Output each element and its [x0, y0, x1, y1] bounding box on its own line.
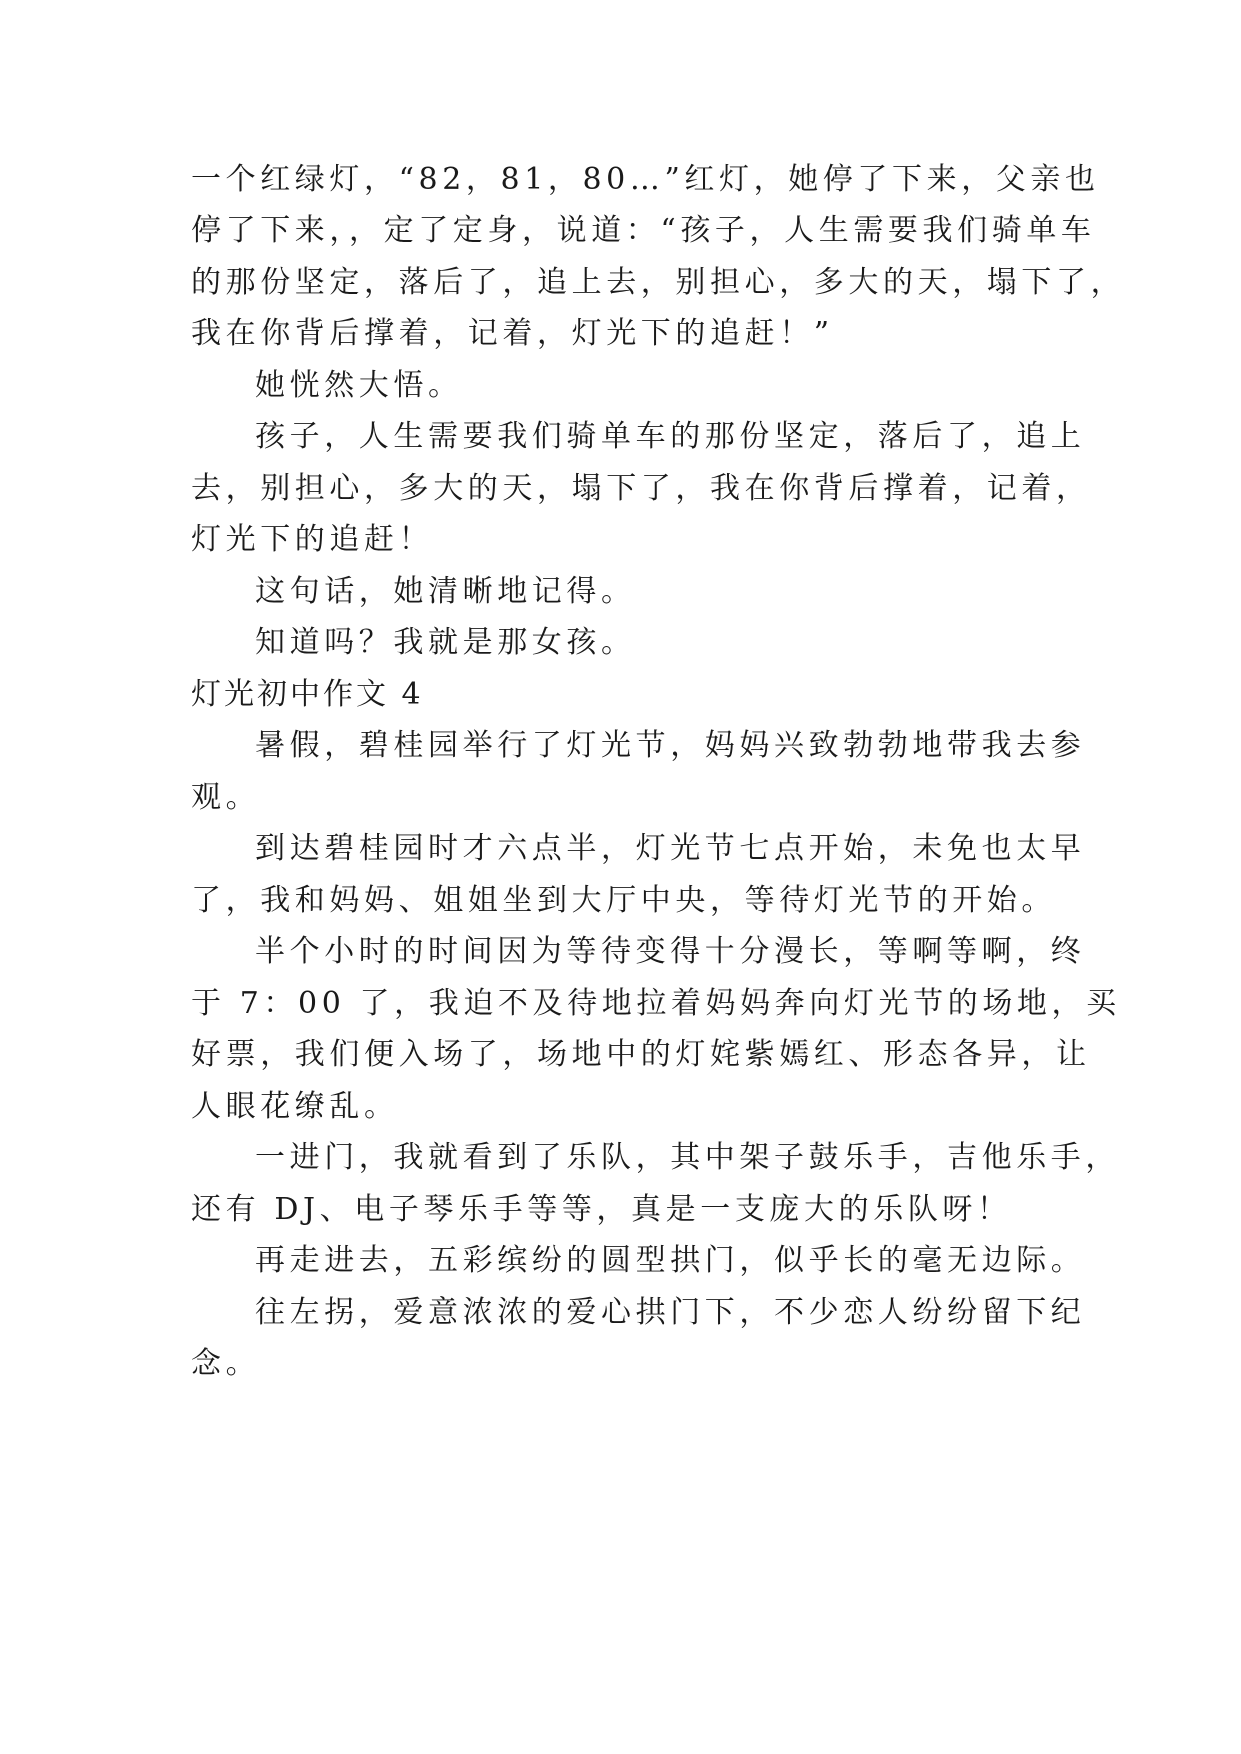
text-line: 一进门，我就看到了乐队，其中架子鼓乐手，吉他乐手，: [255, 1140, 1120, 1175]
text-line: 到达碧桂园时才六点半，灯光节七点开始，未免也太早: [255, 831, 1086, 866]
text-line: 念。: [191, 1346, 261, 1381]
text-line: 灯光下的追赶！: [191, 522, 434, 557]
text-line: 去，别担心，多大的天，塌下了，我在你背后撑着，记着，: [191, 471, 1091, 506]
text-line: 于 7：00 了，我迫不及待地拉着妈妈奔向灯光节的场地，买: [191, 986, 1121, 1021]
text-line: 一个红绿灯，“82，81，80…”红灯，她停了下来，父亲也: [191, 162, 1100, 197]
text-line: 知道吗？我就是那女孩。: [255, 625, 636, 660]
text-line: 好票，我们便入场了，场地中的灯姹紫嫣红、形态各异，让: [191, 1037, 1091, 1072]
text-line: 停了下来，，定了定身，说道：“孩子，人生需要我们骑单车: [191, 213, 1096, 248]
text-line: 暑假，碧桂园举行了灯光节，妈妈兴致勃勃地带我去参: [255, 728, 1086, 763]
text-line: 人眼花缭乱。: [191, 1089, 399, 1124]
text-line: 观。: [191, 780, 261, 815]
text-line: 往左拐，爱意浓浓的爱心拱门下，不少恋人纷纷留下纪: [255, 1295, 1086, 1330]
text-line: 这句话，她清晰地记得。: [255, 574, 636, 609]
text-line: 的那份坚定，落后了，追上去，别担心，多大的天，塌下了，: [191, 265, 1126, 300]
text-line: 半个小时的时间因为等待变得十分漫长，等啊等啊，终: [255, 934, 1086, 969]
text-line: 她恍然大悟。: [255, 368, 463, 403]
text-line: 再走进去，五彩缤纷的圆型拱门，似乎长的毫无边际。: [255, 1243, 1086, 1278]
text-line: 了，我和妈妈、姐姐坐到大厅中央，等待灯光节的开始。: [191, 883, 1056, 918]
text-line: 我在你背后撑着，记着，灯光下的追赶！”: [191, 316, 834, 351]
text-line: 还有 DJ、电子琴乐手等等，真是一支庞大的乐队呀！: [191, 1192, 1012, 1227]
section-heading: 灯光初中作文 4: [191, 677, 424, 712]
text-line: 孩子，人生需要我们骑单车的那份坚定，落后了，追上: [255, 419, 1086, 454]
